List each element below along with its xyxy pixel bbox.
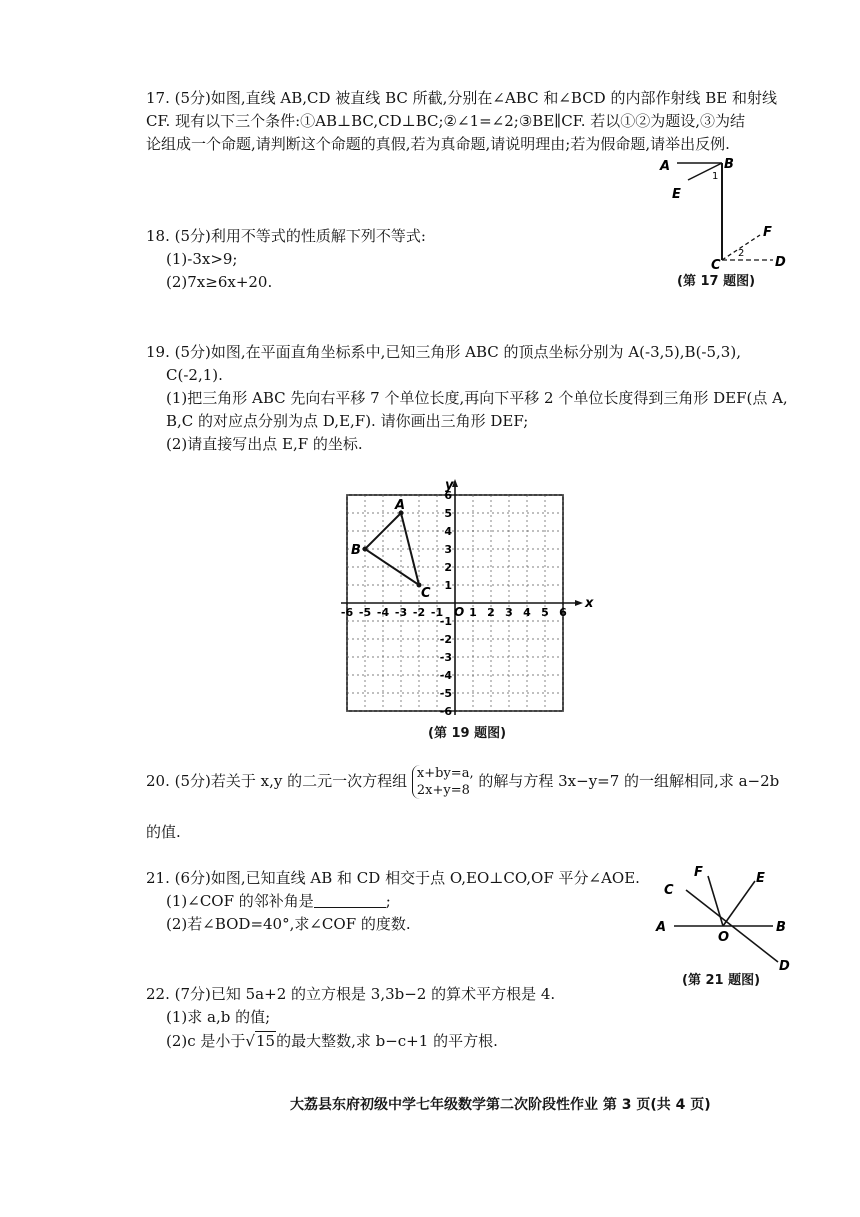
y-tick-label: 5 <box>444 507 452 520</box>
q17-caption: (第 17 题图) <box>677 274 756 289</box>
q20-eq2: 2x+y=8 <box>416 783 470 798</box>
q21-figure <box>648 862 788 977</box>
q20-prefix: 20. (5分)若关于 x,y 的二元一次方程组 <box>146 772 408 790</box>
q17-label-E: E <box>672 187 681 202</box>
y-tick-label: 1 <box>444 579 452 592</box>
q17-line1: 17. (5分)如图,直线 AB,CD 被直线 BC 所截,分别在∠ABC 和∠BCD 的内部作射线 BE 和射线 <box>146 89 777 107</box>
q22-item1: (1)求 a,b 的值; <box>166 1008 271 1026</box>
y-tick-label: -5 <box>439 687 452 700</box>
q17-figure <box>650 150 785 275</box>
y-axis-label: y <box>445 478 454 493</box>
q21-label-B: B <box>776 920 786 935</box>
q21-item1-text: (1)∠COF 的邻补角是 <box>166 892 314 910</box>
coordinate-grid <box>330 455 600 730</box>
y-tick-label: -1 <box>439 615 452 628</box>
equation-system <box>412 765 474 799</box>
q21-label-O: O <box>718 930 730 945</box>
q19-line1: 19. (5分)如图,在平面直角坐标系中,已知三角形 ABC 的顶点坐标分别为 A(-3,5),B(-5,3), <box>146 343 741 361</box>
y-tick-label: 4 <box>444 525 452 538</box>
x-tick-label: 2 <box>487 606 495 619</box>
q17-line3: 论组成一个命题,请判断这个命题的真假,若为真命题,请说明理由;若为假命题,请举出反例. <box>146 135 730 153</box>
q19-caption: (第 19 题图) <box>428 726 507 741</box>
q21-stem: 21. (6分)如图,已知直线 AB 和 CD 相交于点 O,EO⊥CO,OF 平分∠AOE. <box>146 869 640 887</box>
x-tick-label: 6 <box>559 606 567 619</box>
x-tick-label: -4 <box>376 606 390 619</box>
q20-suffix: 的解与方程 3x−y=7 的一组解相同,求 a−2b <box>478 772 780 790</box>
y-tick-label: -3 <box>439 651 452 664</box>
q21-label-D: D <box>779 959 790 974</box>
q21-label-C: C <box>664 883 674 898</box>
y-tick-label: 2 <box>444 561 452 574</box>
q17-angle-2: 2 <box>738 248 745 259</box>
q17-label-A: A <box>660 159 671 174</box>
q18-item1: (1)-3x>9; <box>166 250 238 268</box>
x-axis-label: x <box>585 596 594 611</box>
x-tick-label: 3 <box>505 606 513 619</box>
q21-caption: (第 21 题图) <box>682 973 761 988</box>
point-label-c: C <box>421 586 431 601</box>
q17-label-C: C <box>711 258 721 273</box>
y-tick-label: 3 <box>444 543 452 556</box>
y-tick-label: -4 <box>439 669 452 682</box>
q22-stem: 22. (7分)已知 5a+2 的立方根是 3,3b−2 的算术平方根是 4. <box>146 985 556 1003</box>
x-tick-label: -5 <box>358 606 372 619</box>
q19-item1-line2: B,C 的对应点分别为点 D,E,F). 请你画出三角形 DEF; <box>166 412 529 430</box>
sqrt-sign: √ <box>245 1032 255 1050</box>
x-tick-label: -3 <box>394 606 408 619</box>
q19-item1-line1: (1)把三角形 ABC 先向右平移 7 个单位长度,再向下平移 2 个单位长度得到三角形 DEF(点 A, <box>166 389 788 407</box>
y-tick-label: 6 <box>444 489 452 502</box>
x-tick-label: 5 <box>541 606 549 619</box>
q17-line2: CF. 现有以下三个条件:①AB⊥BC,CD⊥BC;②∠1=∠2;③BE∥CF. 若以①②为题设,③为结 <box>146 112 746 130</box>
q17-angle-1: 1 <box>712 171 719 182</box>
x-tick-label: 1 <box>469 606 477 619</box>
q18-stem: 18. (5分)利用不等式的性质解下列不等式: <box>146 227 426 245</box>
q21-item1-end: ; <box>385 892 391 910</box>
q21-item2: (2)若∠BOD=40°,求∠COF 的度数. <box>166 915 411 933</box>
page-footer: 大荔县东府初级中学七年级数学第二次阶段性作业 第 3 页(共 4 页) <box>290 1097 711 1113</box>
y-tick-label: -6 <box>439 705 452 718</box>
q17-label-D: D <box>775 255 786 270</box>
q20-line1 <box>146 758 779 804</box>
q20-eq1: x+by=a, <box>416 766 474 781</box>
origin-label: O <box>454 605 465 619</box>
point-b <box>363 547 368 552</box>
x-tick-label: -2 <box>412 606 426 619</box>
q19-line2: C(-2,1). <box>166 366 223 384</box>
y-tick-label: -2 <box>439 633 452 646</box>
point-label-b: B <box>351 543 361 558</box>
q17-label-F: F <box>763 225 772 240</box>
point-label-a: A <box>395 498 406 513</box>
answer-blank[interactable] <box>314 893 386 908</box>
q21-label-E: E <box>756 871 765 886</box>
q21-item1 <box>166 891 391 911</box>
x-tick-label: -1 <box>430 606 444 619</box>
q22-item2-post: 的最大整数,求 b−c+1 的平方根. <box>276 1032 498 1050</box>
q21-label-A: A <box>656 920 667 935</box>
q21-label-F: F <box>694 865 703 880</box>
q22-item2 <box>166 1031 498 1051</box>
x-tick-label: 4 <box>523 606 531 619</box>
x-tick-label: -6 <box>340 606 354 619</box>
q20-line2: 的值. <box>146 823 181 841</box>
x-axis-arrow <box>575 600 583 606</box>
sqrt-radicand: 15 <box>255 1032 276 1050</box>
q17-label-B: B <box>724 157 734 172</box>
q22-item2-pre: (2)c 是小于 <box>166 1032 246 1050</box>
q19-item2: (2)请直接写出点 E,F 的坐标. <box>166 435 363 453</box>
q18-item2: (2)7x≥6x+20. <box>166 273 273 291</box>
